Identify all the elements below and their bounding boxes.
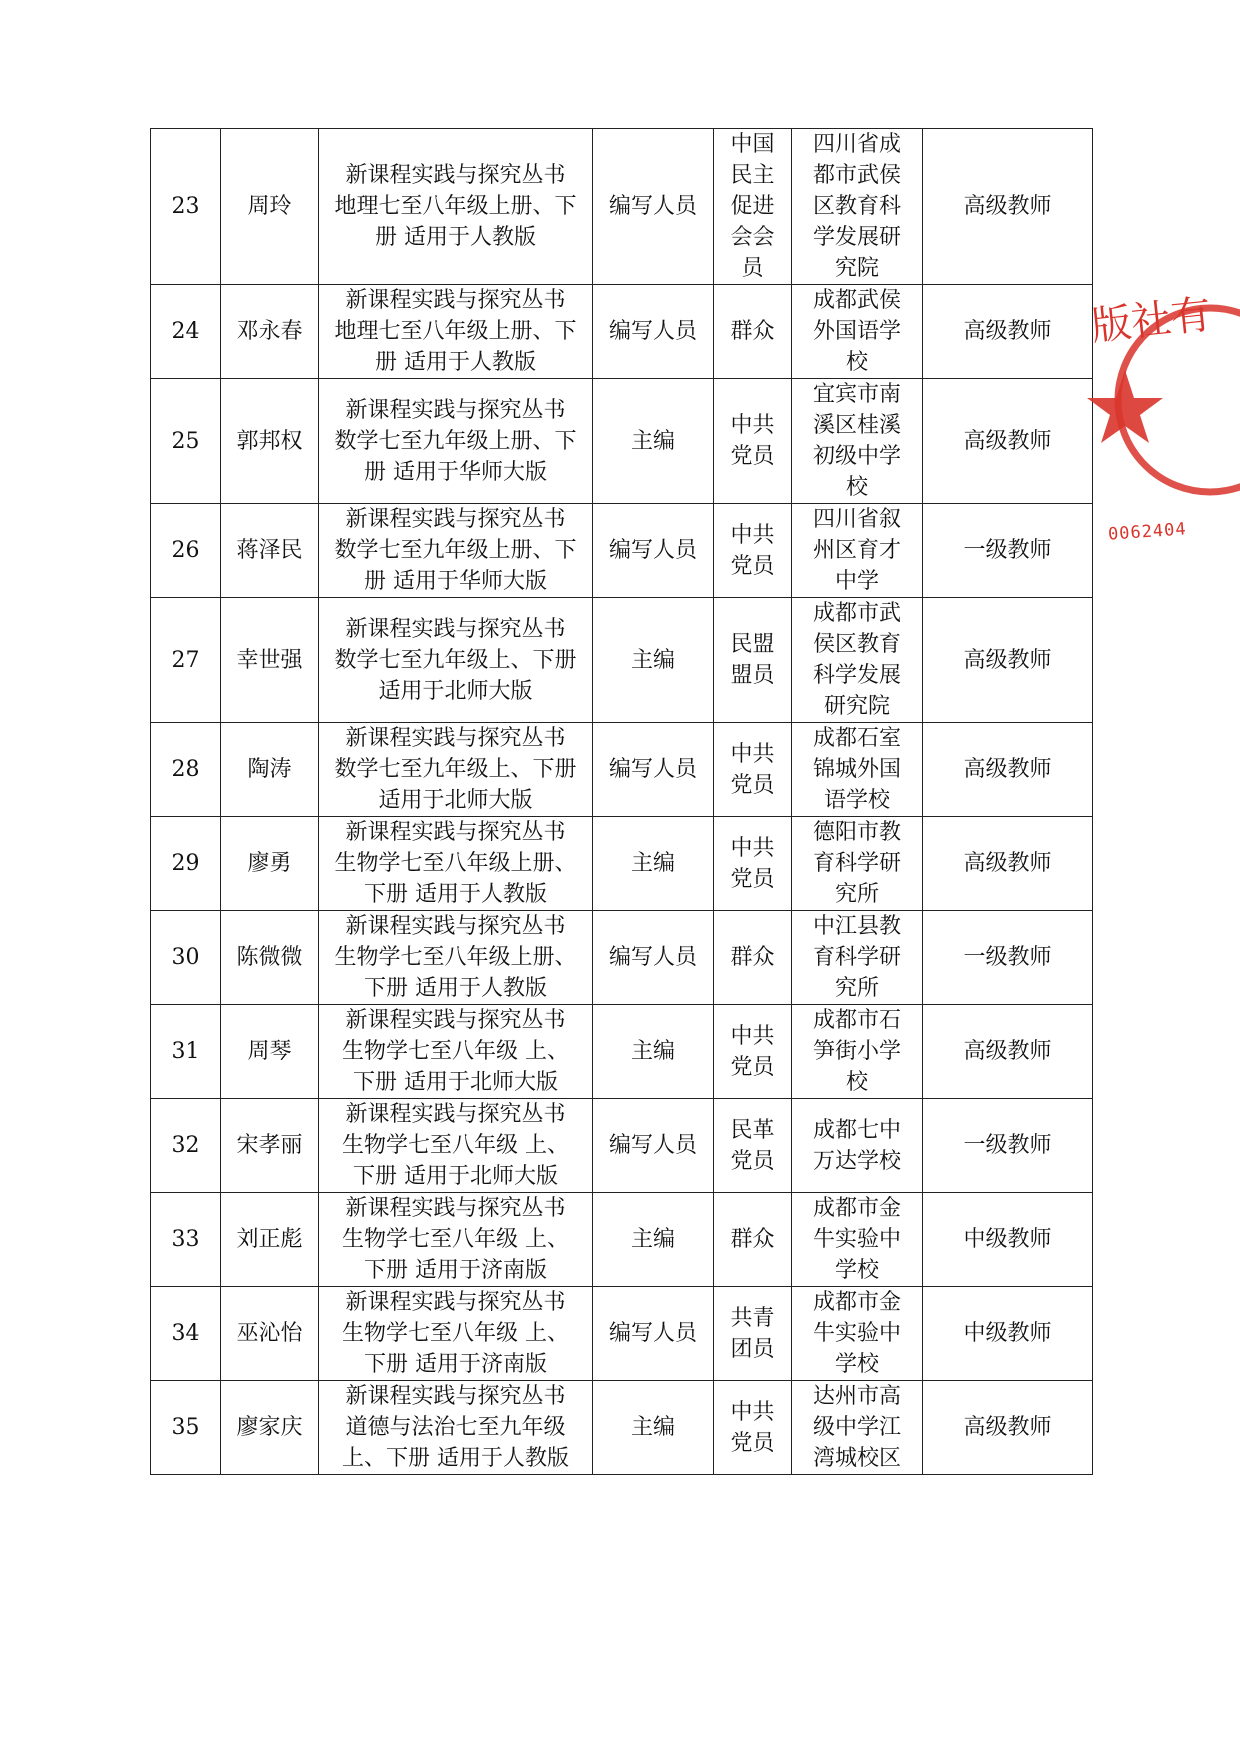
book-title-cell-line: 下册 适用于人教版 bbox=[364, 882, 547, 907]
political-status-cell-line: 中共 bbox=[730, 522, 775, 548]
political-status-cell-line: 会会 bbox=[730, 225, 775, 250]
professional-title-cell: 高级教师 bbox=[923, 1005, 1093, 1099]
work-unit-cell-line: 溪区桂溪 bbox=[812, 413, 901, 438]
work-unit-cell-line: 成都市金 bbox=[812, 1196, 901, 1221]
work-unit-cell-line: 外国语学 bbox=[812, 319, 901, 344]
name-cell: 蒋泽民 bbox=[221, 504, 319, 598]
political-status-cell bbox=[714, 379, 792, 504]
work-unit-cell-line: 万达学校 bbox=[812, 1148, 901, 1174]
book-title-cell bbox=[319, 129, 593, 285]
table-row bbox=[151, 504, 1093, 598]
table-row bbox=[151, 598, 1093, 723]
book-title-cell bbox=[319, 817, 593, 911]
serial-number-cell: 31 bbox=[151, 1005, 221, 1099]
work-unit-cell-line: 笋街小学 bbox=[812, 1039, 901, 1064]
political-status-cell bbox=[714, 1381, 792, 1475]
book-title-cell-line: 地理七至八年级上册、下 bbox=[334, 319, 577, 344]
book-title-cell-line: 适用于北师大版 bbox=[378, 788, 533, 813]
name-cell: 周玲 bbox=[221, 129, 319, 285]
table-row bbox=[151, 129, 1093, 285]
political-status-cell-line: 团员 bbox=[730, 1336, 775, 1362]
professional-title-cell: 高级教师 bbox=[923, 379, 1093, 504]
role-cell: 编写人员 bbox=[593, 285, 714, 379]
name-cell: 巫沁怡 bbox=[221, 1287, 319, 1381]
name-cell: 周琴 bbox=[221, 1005, 319, 1099]
role-cell: 编写人员 bbox=[593, 1099, 714, 1193]
political-status-cell-line: 党员 bbox=[730, 553, 775, 579]
serial-number-cell: 25 bbox=[151, 379, 221, 504]
book-title-cell-line: 地理七至八年级上册、下 bbox=[334, 194, 577, 219]
work-unit-cell-line: 成都七中 bbox=[812, 1117, 901, 1143]
role-cell: 主编 bbox=[593, 1193, 714, 1287]
political-status-cell-line: 党员 bbox=[730, 1148, 775, 1174]
work-unit-cell bbox=[792, 598, 923, 723]
political-status-cell bbox=[714, 911, 792, 1005]
role-cell: 编写人员 bbox=[593, 911, 714, 1005]
book-title-cell-line: 册 适用于人教版 bbox=[375, 350, 536, 375]
political-status-cell bbox=[714, 129, 792, 285]
table-body bbox=[151, 129, 1093, 1475]
political-status-cell-line: 群众 bbox=[730, 1227, 775, 1252]
political-status-cell bbox=[714, 1287, 792, 1381]
work-unit-cell-line: 研究院 bbox=[823, 694, 890, 719]
book-title-cell-line: 新课程实践与探究丛书 bbox=[345, 507, 566, 532]
work-unit-cell-line: 中江县教 bbox=[812, 914, 901, 939]
professional-title-cell: 高级教师 bbox=[923, 817, 1093, 911]
book-title-cell-line: 新课程实践与探究丛书 bbox=[345, 288, 566, 313]
serial-number-cell: 32 bbox=[151, 1099, 221, 1193]
table-row bbox=[151, 723, 1093, 817]
political-status-cell-line: 中共 bbox=[730, 413, 775, 438]
work-unit-cell bbox=[792, 723, 923, 817]
work-unit-cell bbox=[792, 129, 923, 285]
work-unit-cell-line: 成都武侯 bbox=[812, 288, 901, 313]
political-status-cell bbox=[714, 598, 792, 723]
name-cell: 邓永春 bbox=[221, 285, 319, 379]
serial-number-cell: 35 bbox=[151, 1381, 221, 1475]
political-status-cell-line: 中共 bbox=[730, 1399, 775, 1425]
political-status-cell-line: 盟员 bbox=[730, 663, 775, 688]
book-title-cell-line: 上、下册 适用于人教版 bbox=[342, 1446, 569, 1471]
political-status-cell-line: 民盟 bbox=[730, 632, 775, 657]
work-unit-cell-line: 牛实验中 bbox=[812, 1227, 901, 1252]
professional-title-cell: 中级教师 bbox=[923, 1287, 1093, 1381]
work-unit-cell-line: 校 bbox=[845, 350, 868, 375]
work-unit-cell bbox=[792, 1005, 923, 1099]
political-status-cell-line: 中共 bbox=[730, 741, 775, 767]
work-unit-cell-line: 育科学研 bbox=[812, 851, 901, 876]
work-unit-cell bbox=[792, 1193, 923, 1287]
work-unit-cell-line: 成都市武 bbox=[812, 601, 901, 626]
work-unit-cell-line: 究所 bbox=[834, 882, 879, 907]
book-title-cell bbox=[319, 911, 593, 1005]
political-status-cell-line: 党员 bbox=[730, 1054, 775, 1080]
work-unit-cell bbox=[792, 1381, 923, 1475]
work-unit-cell-line: 究所 bbox=[834, 976, 879, 1001]
work-unit-cell-line: 中学 bbox=[834, 569, 879, 594]
book-title-cell-line: 道德与法治七至九年级 bbox=[345, 1415, 566, 1440]
book-title-cell-line: 数学七至九年级上册、下 bbox=[334, 538, 577, 563]
name-cell: 廖勇 bbox=[221, 817, 319, 911]
work-unit-cell-line: 成都市石 bbox=[812, 1008, 901, 1033]
table-row bbox=[151, 1287, 1093, 1381]
work-unit-cell bbox=[792, 1099, 923, 1193]
political-status-cell bbox=[714, 285, 792, 379]
political-status-cell bbox=[714, 1005, 792, 1099]
work-unit-cell-line: 学发展研 bbox=[812, 225, 901, 250]
role-cell: 编写人员 bbox=[593, 723, 714, 817]
serial-number-cell: 30 bbox=[151, 911, 221, 1005]
book-title-cell-line: 下册 适用于济南版 bbox=[364, 1352, 547, 1377]
name-cell: 廖家庆 bbox=[221, 1381, 319, 1475]
political-status-cell-line: 员 bbox=[741, 256, 764, 281]
book-title-cell-line: 新课程实践与探究丛书 bbox=[345, 1008, 566, 1033]
political-status-cell-line: 党员 bbox=[730, 444, 775, 469]
role-cell: 编写人员 bbox=[593, 129, 714, 285]
table-row bbox=[151, 1005, 1093, 1099]
name-cell: 郭邦权 bbox=[221, 379, 319, 504]
work-unit-cell-line: 牛实验中 bbox=[812, 1321, 901, 1346]
book-title-cell bbox=[319, 285, 593, 379]
serial-number-cell: 27 bbox=[151, 598, 221, 723]
official-seal-stamp bbox=[1085, 290, 1240, 560]
political-status-cell-line: 中共 bbox=[730, 835, 775, 861]
work-unit-cell-line: 锦城外国 bbox=[812, 757, 901, 782]
role-cell: 主编 bbox=[593, 1005, 714, 1099]
work-unit-cell-line: 学校 bbox=[834, 1258, 879, 1283]
book-title-cell-line: 生物学七至八年级上册、 bbox=[334, 851, 577, 876]
role-cell: 主编 bbox=[593, 1381, 714, 1475]
book-title-cell-line: 册 适用于人教版 bbox=[375, 225, 536, 250]
serial-number-cell: 24 bbox=[151, 285, 221, 379]
political-status-cell bbox=[714, 1099, 792, 1193]
book-title-cell-line: 新课程实践与探究丛书 bbox=[345, 163, 566, 188]
seal-arc-text: 版社有 bbox=[1089, 291, 1214, 350]
work-unit-cell-line: 科学发展 bbox=[812, 663, 901, 688]
work-unit-cell bbox=[792, 285, 923, 379]
book-title-cell-line: 新课程实践与探究丛书 bbox=[345, 1102, 566, 1127]
political-status-cell-line: 中国 bbox=[730, 132, 775, 157]
book-title-cell-line: 下册 适用于北师大版 bbox=[353, 1070, 558, 1095]
book-title-cell-line: 新课程实践与探究丛书 bbox=[345, 1290, 566, 1315]
political-status-cell-line: 党员 bbox=[730, 772, 775, 798]
work-unit-cell-line: 宜宾市南 bbox=[812, 382, 901, 407]
political-status-cell-line: 共青 bbox=[730, 1305, 775, 1331]
professional-title-cell: 一级教师 bbox=[923, 1099, 1093, 1193]
work-unit-cell-line: 州区育才 bbox=[812, 538, 901, 563]
book-title-cell-line: 生物学七至八年级 上、 bbox=[342, 1321, 569, 1346]
political-status-cell-line: 民主 bbox=[730, 163, 775, 188]
book-title-cell-line: 生物学七至八年级 上、 bbox=[342, 1133, 569, 1158]
serial-number-cell: 26 bbox=[151, 504, 221, 598]
table-row bbox=[151, 1381, 1093, 1475]
work-unit-cell-line: 成都石室 bbox=[812, 726, 901, 751]
book-title-cell bbox=[319, 598, 593, 723]
name-cell: 幸世强 bbox=[221, 598, 319, 723]
book-title-cell-line: 数学七至九年级上、下册 bbox=[334, 757, 577, 782]
work-unit-cell-line: 语学校 bbox=[823, 788, 890, 813]
name-cell: 宋孝丽 bbox=[221, 1099, 319, 1193]
book-title-cell bbox=[319, 1005, 593, 1099]
political-status-cell bbox=[714, 1193, 792, 1287]
book-title-cell bbox=[319, 1193, 593, 1287]
work-unit-cell-line: 四川省叙 bbox=[812, 507, 901, 532]
book-title-cell bbox=[319, 504, 593, 598]
book-title-cell bbox=[319, 723, 593, 817]
book-title-cell-line: 数学七至九年级上册、下 bbox=[334, 428, 577, 454]
book-title-cell bbox=[319, 1287, 593, 1381]
political-status-cell bbox=[714, 817, 792, 911]
role-cell: 主编 bbox=[593, 379, 714, 504]
book-title-cell-line: 新课程实践与探究丛书 bbox=[345, 726, 566, 751]
name-cell: 陈微微 bbox=[221, 911, 319, 1005]
political-status-cell bbox=[714, 504, 792, 598]
work-unit-cell bbox=[792, 911, 923, 1005]
serial-number-cell: 34 bbox=[151, 1287, 221, 1381]
political-status-cell-line: 党员 bbox=[730, 866, 775, 892]
book-title-cell-line: 新课程实践与探究丛书 bbox=[345, 1384, 566, 1409]
work-unit-cell-line: 级中学江 bbox=[812, 1415, 901, 1440]
political-status-cell-line: 群众 bbox=[730, 945, 775, 970]
political-status-cell-line: 群众 bbox=[730, 319, 775, 344]
work-unit-cell bbox=[792, 379, 923, 504]
professional-title-cell: 高级教师 bbox=[923, 129, 1093, 285]
role-cell: 编写人员 bbox=[593, 504, 714, 598]
work-unit-cell-line: 区教育科 bbox=[812, 194, 901, 219]
professional-title-cell: 高级教师 bbox=[923, 723, 1093, 817]
political-status-cell-line: 促进 bbox=[730, 194, 775, 219]
political-status-cell-line: 民革 bbox=[730, 1117, 775, 1143]
work-unit-cell-line: 德阳市教 bbox=[812, 820, 901, 845]
book-title-cell-line: 新课程实践与探究丛书 bbox=[345, 397, 566, 423]
book-title-cell bbox=[319, 379, 593, 504]
seal-serial-number: 0062404 bbox=[1107, 519, 1188, 545]
work-unit-cell-line: 究院 bbox=[834, 256, 879, 281]
table-row bbox=[151, 285, 1093, 379]
professional-title-cell: 高级教师 bbox=[923, 1381, 1093, 1475]
name-cell: 陶涛 bbox=[221, 723, 319, 817]
political-status-cell bbox=[714, 723, 792, 817]
work-unit-cell-line: 四川省成 bbox=[812, 132, 901, 157]
work-unit-cell-line: 育科学研 bbox=[812, 945, 901, 970]
work-unit-cell-line: 校 bbox=[845, 475, 868, 500]
serial-number-cell: 33 bbox=[151, 1193, 221, 1287]
professional-title-cell: 高级教师 bbox=[923, 285, 1093, 379]
work-unit-cell-line: 湾城校区 bbox=[812, 1446, 901, 1471]
book-title-cell bbox=[319, 1381, 593, 1475]
work-unit-cell-line: 成都市金 bbox=[812, 1290, 901, 1315]
professional-title-cell: 高级教师 bbox=[923, 598, 1093, 723]
book-title-cell-line: 下册 适用于济南版 bbox=[364, 1258, 547, 1283]
table-row bbox=[151, 1193, 1093, 1287]
table-row bbox=[151, 911, 1093, 1005]
professional-title-cell: 中级教师 bbox=[923, 1193, 1093, 1287]
book-title-cell-line: 生物学七至八年级上册、 bbox=[334, 945, 577, 970]
book-title-cell-line: 新课程实践与探究丛书 bbox=[345, 616, 566, 642]
book-title-cell-line: 生物学七至八年级 上、 bbox=[342, 1039, 569, 1064]
role-cell: 编写人员 bbox=[593, 1287, 714, 1381]
book-title-cell-line: 生物学七至八年级 上、 bbox=[342, 1227, 569, 1252]
book-title-cell bbox=[319, 1099, 593, 1193]
book-title-cell-line: 适用于北师大版 bbox=[378, 678, 533, 704]
role-cell: 主编 bbox=[593, 598, 714, 723]
political-status-cell-line: 中共 bbox=[730, 1023, 775, 1049]
book-title-cell-line: 新课程实践与探究丛书 bbox=[345, 820, 566, 845]
role-cell: 主编 bbox=[593, 817, 714, 911]
serial-number-cell: 28 bbox=[151, 723, 221, 817]
book-title-cell-line: 下册 适用于北师大版 bbox=[353, 1164, 558, 1189]
work-unit-cell bbox=[792, 504, 923, 598]
political-status-cell-line: 党员 bbox=[730, 1430, 775, 1456]
personnel-table bbox=[150, 128, 1093, 1475]
work-unit-cell-line: 达州市高 bbox=[812, 1384, 901, 1409]
work-unit-cell bbox=[792, 817, 923, 911]
book-title-cell-line: 册 适用于华师大版 bbox=[364, 569, 547, 594]
work-unit-cell-line: 校 bbox=[845, 1070, 868, 1095]
serial-number-cell: 29 bbox=[151, 817, 221, 911]
work-unit-cell-line: 学校 bbox=[834, 1352, 879, 1377]
work-unit-cell bbox=[792, 1287, 923, 1381]
book-title-cell-line: 新课程实践与探究丛书 bbox=[345, 1196, 566, 1221]
professional-title-cell: 一级教师 bbox=[923, 911, 1093, 1005]
professional-title-cell: 一级教师 bbox=[923, 504, 1093, 598]
book-title-cell-line: 册 适用于华师大版 bbox=[364, 459, 547, 485]
book-title-cell-line: 下册 适用于人教版 bbox=[364, 976, 547, 1001]
serial-number-cell: 23 bbox=[151, 129, 221, 285]
work-unit-cell-line: 侯区教育 bbox=[812, 632, 901, 657]
table-row bbox=[151, 1099, 1093, 1193]
name-cell: 刘正彪 bbox=[221, 1193, 319, 1287]
table-row bbox=[151, 379, 1093, 504]
table-row bbox=[151, 817, 1093, 911]
book-title-cell-line: 数学七至九年级上、下册 bbox=[334, 647, 577, 673]
work-unit-cell-line: 初级中学 bbox=[812, 444, 901, 469]
book-title-cell-line: 新课程实践与探究丛书 bbox=[345, 914, 566, 939]
work-unit-cell-line: 都市武侯 bbox=[812, 163, 901, 188]
